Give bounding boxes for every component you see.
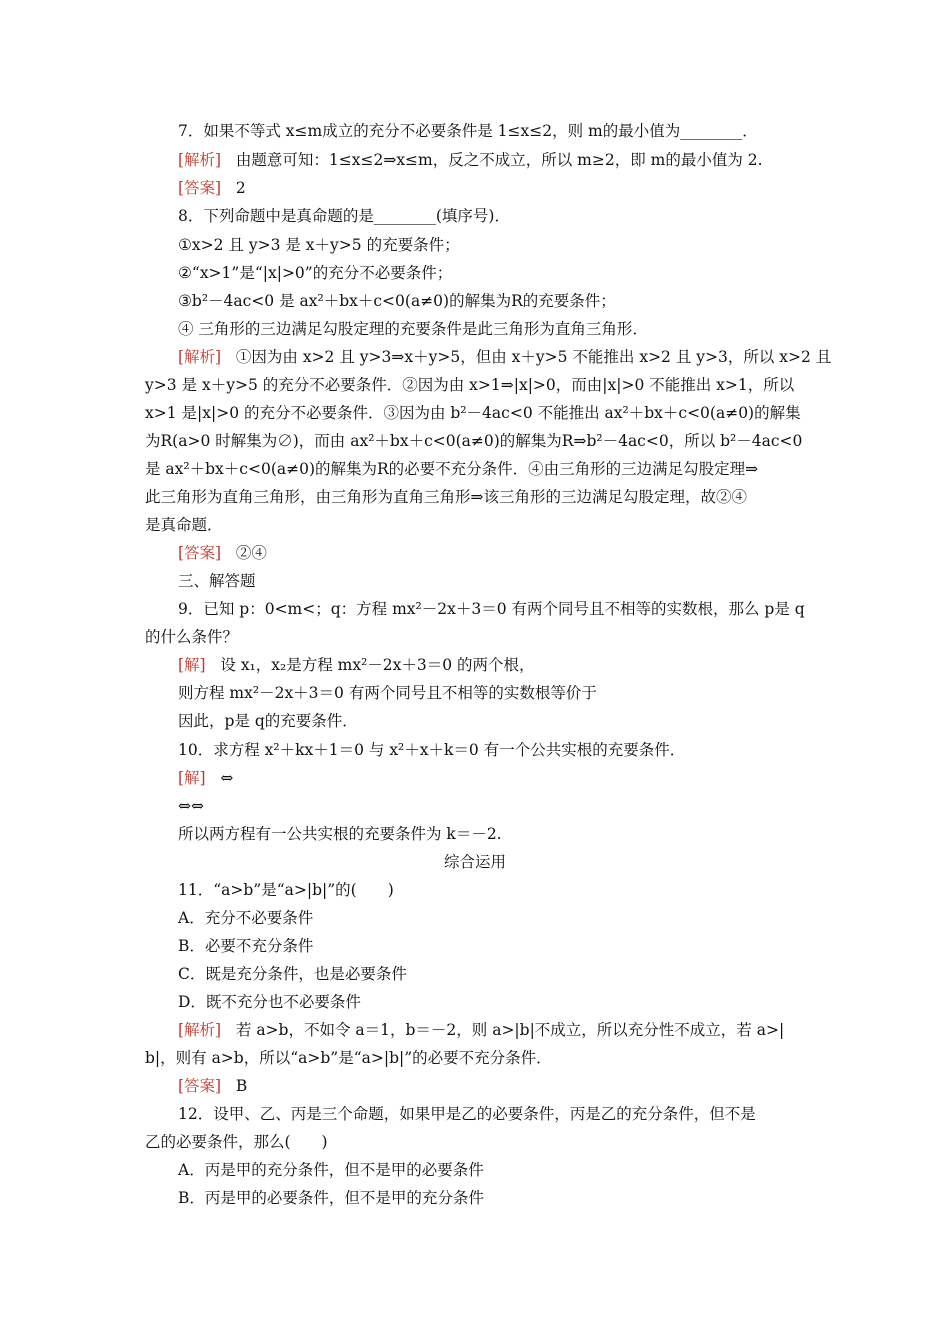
analysis-tag: [解析] <box>178 151 222 169</box>
q9-solution-line: 因此，p是 q的充要条件． <box>178 712 358 730</box>
q8-option: ④ 三角形的三边满足勾股定理的充要条件是此三角形为直角三角形． <box>178 320 648 338</box>
section-heading: 综合运用 <box>443 853 506 871</box>
q9-solution-line: 则方程 mx²－2x＋3＝0 有两个同号且不相等的实数根等价于 <box>178 684 597 702</box>
q11-option: D．既不充分也不必要条件 <box>178 993 361 1011</box>
solution-text: ⇔ <box>220 769 234 787</box>
q8-analysis-line: y>3 是 x＋y>5 的充分不必要条件．②因为由 x>1⇒|x|>0，而由|x|>0 不能推出 x>1，所以 <box>145 376 795 394</box>
q8-option: ①x>2 且 y>3 是 x＋y>5 的充要条件； <box>178 236 460 254</box>
answer-text: B <box>235 1077 248 1095</box>
analysis-text: 由题意可知：1≤x≤2⇒x≤m，反之不成立，所以 m≥2，即 m的最小值为 2. <box>235 151 763 169</box>
q11-option: C．既是充分条件，也是必要条件 <box>178 965 407 983</box>
q12-option: B．丙是甲的必要条件，但不是甲的充分条件 <box>178 1189 484 1207</box>
q11-question: 11．“a>b”是“a>|b|”的( ) <box>178 881 394 899</box>
section-heading: 三、解答题 <box>178 572 256 590</box>
analysis-tag: [解析] <box>178 1021 222 1039</box>
q8-question: 8．下列命题中是真命题的是________(填序号)． <box>178 207 510 225</box>
q9-question: 9．已知 p：0<m<；q：方程 mx²－2x＋3＝0 有两个同号且不相等的实数根，那么 p是 q <box>178 600 805 618</box>
q12-question: 12．设甲、乙、丙是三个命题，如果甲是乙的必要条件，丙是乙的充分条件，但不是 <box>178 1105 756 1123</box>
q7-analysis <box>178 150 763 170</box>
q8-analysis-line <box>178 347 831 367</box>
q11-answer <box>178 1076 247 1096</box>
answer-text: ②④ <box>235 544 267 562</box>
analysis-text: ①因为由 x>2 且 y>3⇒x＋y>5，但由 x＋y>5 不能推出 x>2 且 y>3，所以 x>2 且 <box>235 348 832 366</box>
q10-conclusion: 所以两方程有一公共实根的充要条件为 k＝－2. <box>178 825 502 843</box>
answer-text: 2 <box>235 179 246 197</box>
q12-option: A．丙是甲的充分条件，但不是甲的必要条件 <box>178 1161 484 1179</box>
q9-solution <box>178 655 535 675</box>
q8-analysis-line: 此三角形为直角三角形，由三角形为直角三角形⇒该三角形的三边满足勾股定理，故②④ <box>145 488 747 506</box>
answer-tag: [答案] <box>178 179 222 197</box>
q11-option: A．充分不必要条件 <box>178 909 314 927</box>
analysis-tag: [解析] <box>178 348 222 366</box>
q8-analysis-line: x>1 是|x|>0 的充分不必要条件．③因为由 b²－4ac<0 不能推出 ax²＋bx＋c<0(a≠0)的解集 <box>145 404 801 422</box>
q8-option: ②“x>1”是“|x|>0”的充分不必要条件； <box>178 264 453 282</box>
q11-option: B．必要不充分条件 <box>178 937 314 955</box>
q12-question: 乙的必要条件，那么( ) <box>145 1133 328 1151</box>
q11-analysis-line: b|，则有 a>b，所以“a>b”是“a>|b|”的必要不充分条件． <box>145 1049 552 1067</box>
analysis-text: 若 a>b，不如令 a＝1，b＝－2，则 a>|b|不成立，所以充分性不成立，若 a>| <box>235 1021 785 1039</box>
q8-analysis-line: 是真命题． <box>145 516 223 534</box>
q7-answer <box>178 178 246 198</box>
q10-solution <box>178 768 233 788</box>
solution-text: 设 x₁，x₂是方程 mx²－2x＋3＝0 的两个根， <box>220 656 535 674</box>
q9-question: 的什么条件？ <box>145 628 239 646</box>
q8-analysis-line: 为R(a>0 时解集为∅)，而由 ax²＋bx＋c<0(a≠0)的解集为R⇒b²－4ac<0，所以 b²－4ac<0 <box>145 432 803 450</box>
answer-tag: [答案] <box>178 1077 222 1095</box>
q11-analysis-line <box>178 1020 784 1040</box>
q7-question: 7．如果不等式 x≤m成立的充分不必要条件是 1≤x≤2，则 m的最小值为________． <box>178 122 758 140</box>
q8-analysis-line: 是 ax²＋bx＋c<0(a≠0)的解集为R的必要不充分条件．④由三角形的三边满足勾股定理⇒ <box>145 460 759 478</box>
solution-tag: [解] <box>178 656 206 674</box>
q10-solution-line: ⇔⇔ <box>178 797 204 815</box>
q8-answer <box>178 543 267 563</box>
answer-tag: [答案] <box>178 544 222 562</box>
q8-option: ③b²－4ac<0 是 ax²＋bx＋c<0(a≠0)的解集为R的充要条件； <box>178 292 616 310</box>
solution-tag: [解] <box>178 769 206 787</box>
q10-question: 10．求方程 x²＋kx＋1＝0 与 x²＋x＋k＝0 有一个公共实根的充要条件． <box>178 741 686 759</box>
